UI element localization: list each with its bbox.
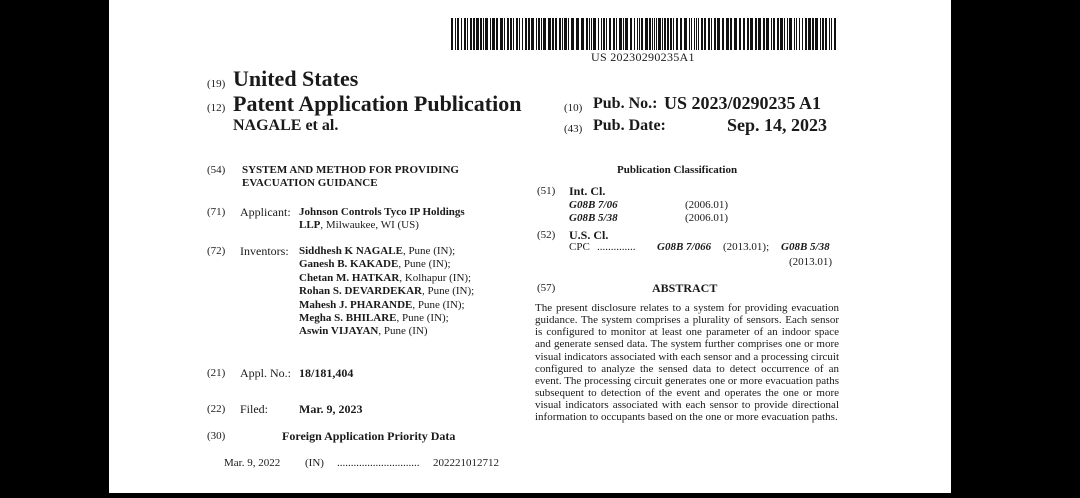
barcode-bar xyxy=(689,18,690,50)
applicant-code: (71) xyxy=(207,206,226,218)
barcode-bar xyxy=(730,18,732,50)
barcode-bar xyxy=(457,18,459,50)
barcode-bar xyxy=(461,18,462,50)
barcode-bar xyxy=(541,18,542,50)
barcode-bar xyxy=(714,18,716,50)
barcode-bar xyxy=(771,18,772,50)
barcode-bar xyxy=(625,18,628,50)
barcode-bar xyxy=(490,18,491,50)
patent-page xyxy=(109,0,951,493)
barcode-bar xyxy=(496,18,498,50)
barcode-bar xyxy=(734,18,737,50)
barcode-bar xyxy=(613,18,615,50)
inventor-location: , Pune (IN); xyxy=(421,285,475,298)
intcl-code: (51) xyxy=(537,185,556,197)
abstract-code: (57) xyxy=(537,282,556,294)
barcode-bar xyxy=(593,18,596,50)
barcode-bar xyxy=(630,18,632,50)
cpc-dots: .............. xyxy=(597,241,636,253)
barcode-bar xyxy=(639,18,640,50)
abstract-text: The present disclosure relates to a system for providing evacuation guidance. The system comprises a plurality of sensors. Each sensor is configured to monitor at least one parameter of an indoor space and generate sensed data. The system further comprises one or more visual indicators associated with each sensor and a processing circuit configured to analyze the sensed data to detect occurrence of an event. The processing circuit generates one or more evacuation paths subsequent to detection of the event and operates the one or more visual indicators associated with each sensor to provide directional information to occupants based on the one or more evacuation paths. xyxy=(535,302,839,424)
barcode-bar xyxy=(831,18,832,50)
barcode-bar xyxy=(492,18,495,50)
priority-number: 202221012712 xyxy=(433,457,499,469)
barcode-bar xyxy=(829,18,830,50)
barcode-bar xyxy=(564,18,567,50)
pub-no-value: US 2023/0290235 A1 xyxy=(664,93,822,113)
barcode-bar xyxy=(680,18,682,50)
filed-code: (22) xyxy=(207,403,226,415)
inventor-name: Aswin VIJAYAN xyxy=(299,325,379,338)
applicant-name-line-2: LLP, Milwaukee, WI (US) xyxy=(299,219,419,231)
barcode-bar xyxy=(634,18,635,50)
applicant-name-line-1: Johnson Controls Tyco IP Holdings xyxy=(299,206,465,218)
cpc-code-1: G08B 7/066 xyxy=(657,241,712,253)
barcode-bar xyxy=(739,18,741,50)
inventors-label: Inventors: xyxy=(240,244,289,258)
barcode-bar xyxy=(694,18,695,50)
cpc-year-2: (2013.01) xyxy=(789,256,833,268)
barcode-bar xyxy=(750,18,753,50)
uscl-code: (52) xyxy=(537,229,556,241)
barcode-bar xyxy=(645,18,648,50)
inventor-location: , Pune (IN); xyxy=(412,298,465,311)
barcode-number: US 20230290235A1 xyxy=(591,50,695,64)
barcode-bar xyxy=(522,18,523,50)
barcode-bar xyxy=(766,18,769,50)
cpc-label: CPC xyxy=(569,241,590,253)
inventor-short: NAGALE et al. xyxy=(233,117,339,134)
barcode-bar xyxy=(623,18,624,50)
barcode-bar xyxy=(568,18,569,50)
cpc-year-1: (2013.01); xyxy=(723,241,770,253)
abstract-body xyxy=(535,302,839,424)
barcode-bar xyxy=(726,18,729,50)
uscl-label: U.S. Cl. xyxy=(569,228,609,242)
pub-no-label: Pub. No.: xyxy=(593,95,658,112)
country-code: (19) xyxy=(207,78,226,90)
inventor-entry xyxy=(299,312,449,325)
barcode-bar xyxy=(676,18,678,50)
intcl-year-1: (2006.01) xyxy=(685,199,729,211)
barcode-bar xyxy=(708,18,710,50)
title-code: (54) xyxy=(207,164,226,176)
pub-date-label: Pub. Date: xyxy=(593,117,666,134)
barcode-bar xyxy=(649,18,651,50)
barcode-bar xyxy=(513,18,514,50)
barcode-bar xyxy=(704,18,706,50)
inventor-location: , Pune (IN); xyxy=(398,258,451,271)
barcode-bar xyxy=(470,18,472,50)
barcode-bar xyxy=(536,18,537,50)
barcode-bar xyxy=(808,18,811,50)
pub-date-code: (43) xyxy=(564,123,583,135)
barcode-bar xyxy=(538,18,540,50)
barcode-bar xyxy=(641,18,643,50)
appl-code: (21) xyxy=(207,367,226,379)
barcode-bar xyxy=(467,18,468,50)
barcode-bar xyxy=(609,18,611,50)
barcode-bar xyxy=(664,18,666,50)
inventor-name: Rohan S. DEVARDEKAR xyxy=(299,285,422,298)
barcode-bar xyxy=(717,18,720,50)
barcode-bar xyxy=(603,18,605,50)
intcl-code-2: G08B 5/38 xyxy=(569,212,618,224)
barcode-bar xyxy=(589,18,590,50)
barcode-bar xyxy=(698,18,699,50)
barcode-bar xyxy=(464,18,466,50)
pub-no-code: (10) xyxy=(564,102,583,114)
filed-label: Filed: xyxy=(240,402,269,416)
barcode-bar xyxy=(637,18,638,50)
barcode-bar xyxy=(507,18,509,50)
barcode-bar xyxy=(476,18,479,50)
barcode-bar xyxy=(586,18,588,50)
inventor-name: Chetan M. HATKAR xyxy=(299,271,400,284)
inventor-location: , Pune (IN); xyxy=(396,312,449,324)
applicant-label: Applicant: xyxy=(240,205,291,219)
publication-kind-title: Patent Application Publication xyxy=(233,91,522,116)
barcode-bar xyxy=(525,18,527,50)
barcode-bar xyxy=(656,18,657,50)
barcode-bar xyxy=(619,18,622,50)
barcode-bar xyxy=(763,18,765,50)
barcode-bar xyxy=(834,18,836,50)
barcode-bar xyxy=(504,18,505,50)
inventor-name: Mahesh J. PHARANDE xyxy=(299,298,413,311)
barcode-bar xyxy=(780,18,783,50)
barcode-bar xyxy=(784,18,785,50)
barcode-bar xyxy=(543,18,546,50)
barcode-bar xyxy=(500,18,503,50)
barcode-bar xyxy=(552,18,554,50)
barcode-bar xyxy=(684,18,687,50)
inventor-location: , Pune (IN); xyxy=(402,245,456,257)
inventor-entry xyxy=(299,285,474,298)
barcode-bar xyxy=(528,18,530,50)
invention-title-line-1: SYSTEM AND METHOD FOR PROVIDING xyxy=(242,164,459,176)
barcode-bar xyxy=(562,18,563,50)
barcode-bar xyxy=(802,18,803,50)
priority-code: (30) xyxy=(207,430,226,442)
barcode-bar xyxy=(812,18,814,50)
barcode-bar xyxy=(548,18,551,50)
barcode-bar xyxy=(654,18,655,50)
barcode-bar xyxy=(591,18,592,50)
inventor-name: Megha S. BHILARE xyxy=(299,312,397,324)
barcode-bar xyxy=(701,18,703,50)
barcode-bar xyxy=(519,18,520,50)
barcode-bar xyxy=(815,18,818,50)
country-title: United States xyxy=(233,66,359,91)
inventor-entry xyxy=(299,272,471,285)
barcode-bar xyxy=(616,18,617,50)
priority-country: (IN) xyxy=(305,457,324,469)
appl-number: 18/181,404 xyxy=(299,366,354,380)
priority-date: Mar. 9, 2022 xyxy=(224,457,281,469)
barcode-bar xyxy=(576,18,579,50)
barcode-bar xyxy=(516,18,518,50)
barcode-bar xyxy=(485,18,488,50)
barcode-bar xyxy=(483,18,484,50)
barcode-bar xyxy=(673,18,674,50)
barcode-bar xyxy=(531,18,534,50)
barcode-bar xyxy=(606,18,607,50)
barcode-bar xyxy=(480,18,482,50)
pub-date-value: Sep. 14, 2023 xyxy=(727,115,828,135)
barcode-bar xyxy=(777,18,779,50)
inventor-entry xyxy=(299,299,465,312)
kind-code: (12) xyxy=(207,102,226,114)
barcode-bar xyxy=(581,18,584,50)
barcode-bar xyxy=(773,18,775,50)
priority-title: Foreign Application Priority Data xyxy=(282,429,456,443)
invention-title-line-2: EVACUATION GUIDANCE xyxy=(242,177,378,189)
barcode-bar xyxy=(451,18,453,50)
barcode-bar xyxy=(559,18,561,50)
barcode-bar xyxy=(473,18,475,50)
barcode-bar xyxy=(822,18,824,50)
inventor-entry xyxy=(299,245,455,258)
barcode-bar xyxy=(743,18,745,50)
barcode-bar xyxy=(555,18,557,50)
inventor-entry xyxy=(299,325,428,338)
barcode-bar xyxy=(598,18,599,50)
barcode-bar xyxy=(825,18,827,50)
classification-title: Publication Classification xyxy=(617,164,738,176)
barcode-bar xyxy=(805,18,807,50)
barcode-bar xyxy=(820,18,821,50)
barcode-bar xyxy=(667,18,669,50)
barcode-bar xyxy=(787,18,788,50)
barcode-bar xyxy=(799,18,800,50)
barcode-bar xyxy=(711,18,712,50)
inventor-location: , Kolhapur (IN); xyxy=(399,271,472,284)
barcode-bar xyxy=(658,18,661,50)
intcl-code-1: G08B 7/06 xyxy=(569,199,618,211)
barcode-bar xyxy=(571,18,574,50)
inventor-name: Ganesh B. KAKADE xyxy=(299,258,399,271)
inventor-entry xyxy=(299,258,451,271)
inventor-location: , Pune (IN) xyxy=(378,325,428,338)
barcode-bar xyxy=(755,18,757,50)
barcode-bar xyxy=(510,18,512,50)
barcode-bar xyxy=(722,18,724,50)
cpc-code-2: G08B 5/38 xyxy=(781,241,830,253)
barcode-bar xyxy=(691,18,692,50)
barcode-bar xyxy=(796,18,797,50)
barcode-image xyxy=(451,18,838,50)
barcode-bar xyxy=(662,18,663,50)
appl-label: Appl. No.: xyxy=(240,366,291,380)
barcode-bar xyxy=(455,18,456,50)
barcode-bar xyxy=(696,18,697,50)
intcl-year-2: (2006.01) xyxy=(685,212,729,224)
barcode-bar xyxy=(747,18,749,50)
inventor-name: Siddhesh K NAGALE xyxy=(299,245,403,257)
barcode-bar xyxy=(601,18,602,50)
intcl-label: Int. Cl. xyxy=(569,184,606,198)
barcode-bar xyxy=(652,18,653,50)
barcode-bar xyxy=(794,18,795,50)
abstract-title: ABSTRACT xyxy=(652,281,718,295)
barcode-bar xyxy=(670,18,672,50)
filed-date: Mar. 9, 2023 xyxy=(299,402,363,416)
barcode-bar xyxy=(789,18,792,50)
barcode-bar xyxy=(758,18,761,50)
priority-dots: .............................. xyxy=(337,457,420,469)
inventors-code: (72) xyxy=(207,245,226,257)
